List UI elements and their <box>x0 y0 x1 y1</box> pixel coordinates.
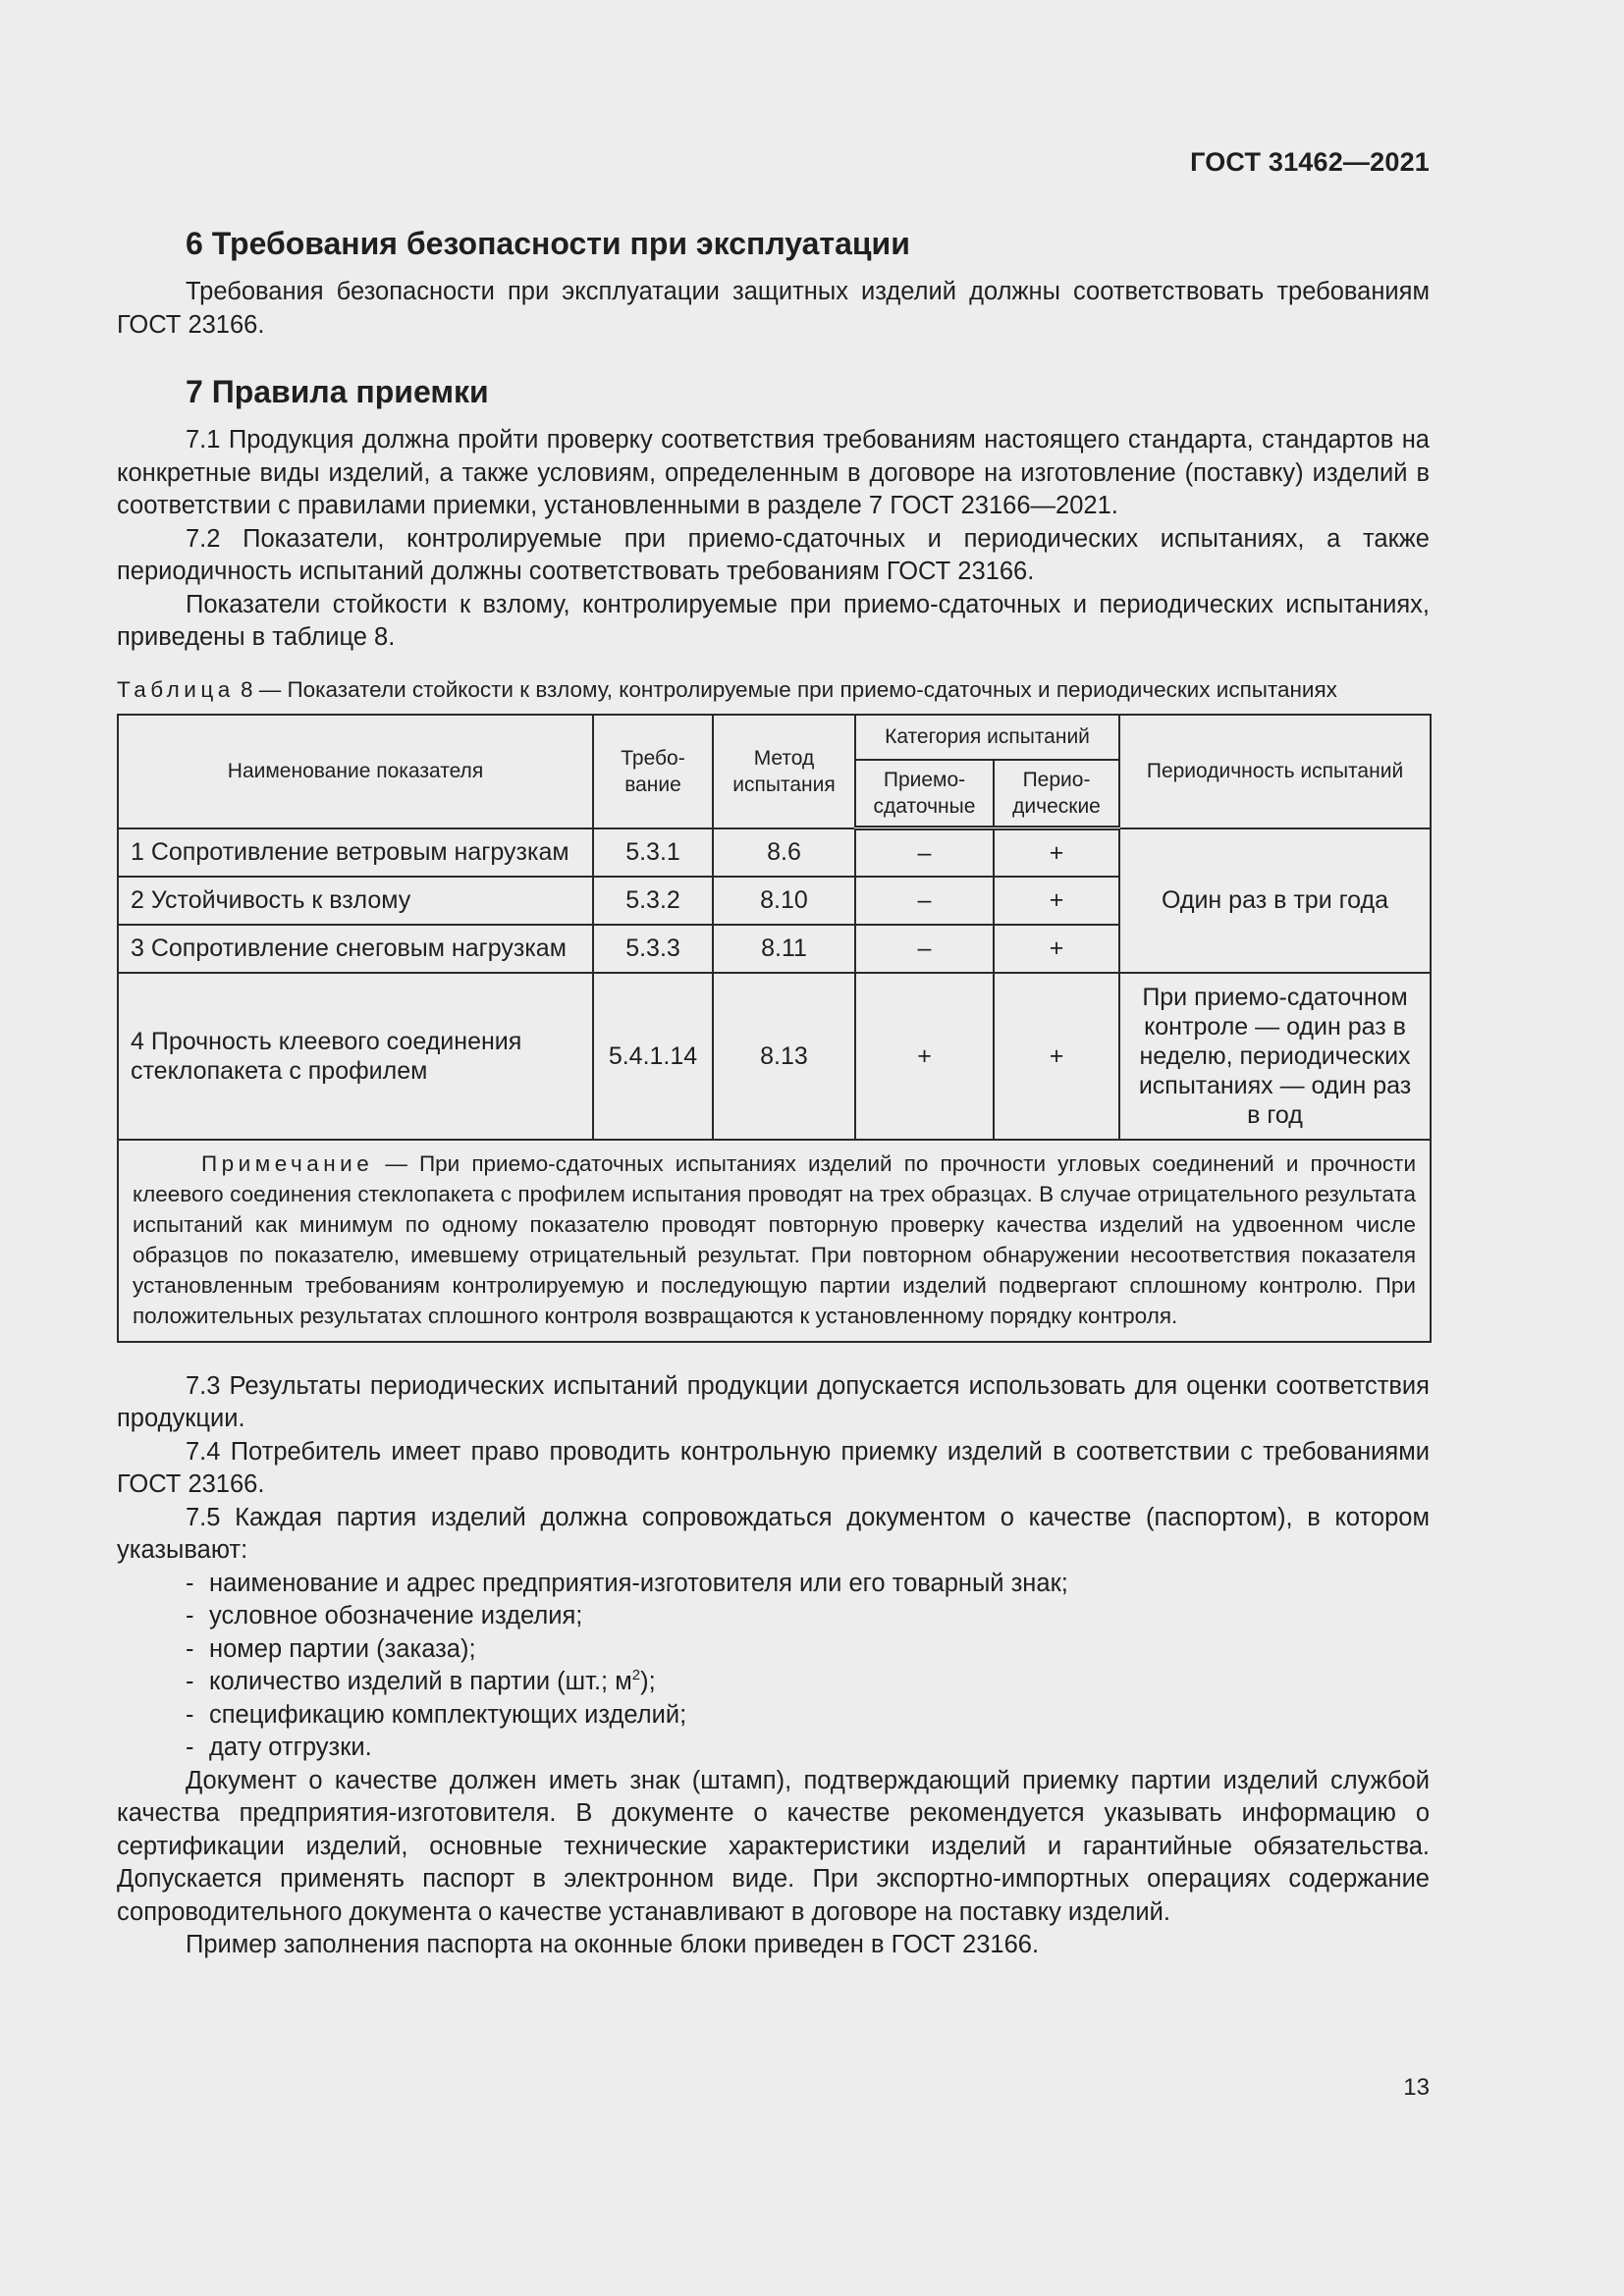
header-periodic: Перио-дические <box>994 760 1119 828</box>
passport-example-text: Пример заполнения паспорта на оконные блоки приведен в ГОСТ 23166. <box>186 1931 1040 1958</box>
row-method: 8.11 <box>713 925 855 973</box>
row-acceptance: – <box>855 828 994 877</box>
row-requirement: 5.3.1 <box>593 828 713 877</box>
section-6-text: Требования безопасности при эксплуатации защитных изделий должны соответствовать требованиям ГОСТ 23166. <box>117 278 1430 339</box>
table-8 <box>117 714 1432 1343</box>
section-7-heading: 7 Правила приемки <box>186 374 489 409</box>
row-name: 2 Устойчивость к взлому <box>118 877 593 925</box>
section-6-heading: 6 Требования безопасности при эксплуатации <box>186 226 910 261</box>
clause-7-2-table-ref: Показатели стойкости к взлому, контролируемые при приемо-сдаточных и периодических испытаниях, приведены в таблице 8. <box>117 590 1430 651</box>
row-name: 1 Сопротивление ветровым нагрузкам <box>118 828 593 877</box>
row-frequency: Один раз в три года <box>1119 828 1431 973</box>
row-name: 4 Прочность клеевого соединения стеклопакета с профилем <box>118 973 593 1140</box>
row-periodic: + <box>994 877 1119 925</box>
clause-7-3: 7.3 Результаты периодических испытаний продукции допускается использовать для оценки соответствия продукции. <box>117 1371 1430 1432</box>
table-row <box>118 973 1431 1140</box>
header-frequency: Периодичность испытаний <box>1119 715 1431 828</box>
page-number: 13 <box>1403 2074 1430 2101</box>
header-requirement: Требо-вание <box>593 715 713 828</box>
list-item: - номер партии (заказа); <box>186 1633 1430 1667</box>
clause-7-1: 7.1 Продукция должна пройти проверку соответствия требованиям настоящего стандарта, стандартов на конкретные виды изделий, а также условиям, определенным в договоре на изготовление (поставку) изделий в соответствии с правилами приемки, установленными в разделе 7 ГОСТ 23166—2021. <box>117 426 1430 519</box>
header-name: Наименование показателя <box>118 715 593 828</box>
row-frequency: При приемо-сдаточном контроле — один раз в неделю, периодических испытаниях — один раз в год <box>1119 973 1431 1140</box>
clause-7-2: 7.2 Показатели, контролируемые при приемо-сдаточных и периодических испытаниях, а также периодичность испытаний должны соответствовать требованиям ГОСТ 23166. <box>117 524 1430 585</box>
row-requirement: 5.3.2 <box>593 877 713 925</box>
row-method: 8.6 <box>713 828 855 877</box>
row-method: 8.10 <box>713 877 855 925</box>
table-note <box>118 1140 1431 1342</box>
row-acceptance: – <box>855 925 994 973</box>
list-item-tail: ); <box>640 1668 656 1695</box>
note-label: Примечание <box>201 1150 374 1176</box>
row-periodic: + <box>994 828 1119 877</box>
table-note-row <box>118 1140 1431 1342</box>
table-caption-label: Таблица <box>117 676 235 702</box>
page-content <box>117 221 1430 1962</box>
header-method: Метод испытания <box>713 715 855 828</box>
list-item <box>186 1666 1430 1699</box>
clause-7-4: 7.4 Потребитель имеет право проводить контрольную приемку изделий в соответствии с требованиями ГОСТ 23166. <box>117 1437 1430 1498</box>
row-periodic: + <box>994 925 1119 973</box>
table-row <box>118 828 1431 877</box>
document-header: ГОСТ 31462—2021 <box>1190 147 1430 177</box>
row-acceptance: – <box>855 877 994 925</box>
list-item: - условное обозначение изделия; <box>186 1600 1430 1633</box>
row-requirement: 5.4.1.14 <box>593 973 713 1140</box>
row-requirement: 5.3.3 <box>593 925 713 973</box>
quality-document-text: Документ о качестве должен иметь знак (штамп), подтверждающий приемку партии изделий службой качества предприятия-изготовителя. В документе о качестве рекомендуется указывать информацию о сертификации изделий, основные технические характеристики изделий и гарантийные обязательства. Допускается применять паспорт в электронном виде. При экспортно-импортных операциях содержание сопроводительного документа о качестве устанавливают в договоре на поставку изделий. <box>117 1766 1430 1926</box>
row-periodic: + <box>994 973 1119 1140</box>
header-category: Категория испытаний <box>855 715 1119 760</box>
superscript: 2 <box>631 1667 641 1683</box>
note-text: — При приемо-сдаточных испытаниях изделий по прочности угловых соединений и прочности клеевого соединения стеклопакета с профилем испытания проводят на трех образцах. В случае отрицательного результата испытаний как минимум по одному показателю проводят повторную проверку качества изделий на удвоенном числе образцов по показателю, имевшему отрицательный результат. При повторном обнаружении несоответствия показателя установленным требованиям контролируемую и последующую партии изделий подвергают сплошному контролю. При положительных результатах сплошного контроля возвращаются к установленному порядку контроля. <box>133 1150 1417 1328</box>
clause-7-5: 7.5 Каждая партия изделий должна сопровождаться документом о качестве (паспортом), в котором указывают: <box>117 1503 1430 1564</box>
list-item-text: количество изделий в партии (шт.; м <box>209 1668 632 1695</box>
list-item: - наименование и адрес предприятия-изготовителя или его товарный знак; <box>186 1568 1430 1601</box>
passport-contents-list <box>117 1568 1430 1765</box>
list-item: - дату отгрузки. <box>186 1732 1430 1765</box>
table-caption-text: 8 — Показатели стойкости к взлому, контролируемые при приемо-сдаточных и периодических испытаниях <box>234 676 1337 702</box>
table-8-caption <box>117 676 1430 704</box>
row-method: 8.13 <box>713 973 855 1140</box>
row-name: 3 Сопротивление снеговым нагрузкам <box>118 925 593 973</box>
list-item: - спецификацию комплектующих изделий; <box>186 1699 1430 1733</box>
row-acceptance: + <box>855 973 994 1140</box>
header-acceptance: Приемо-сдаточные <box>855 760 994 828</box>
